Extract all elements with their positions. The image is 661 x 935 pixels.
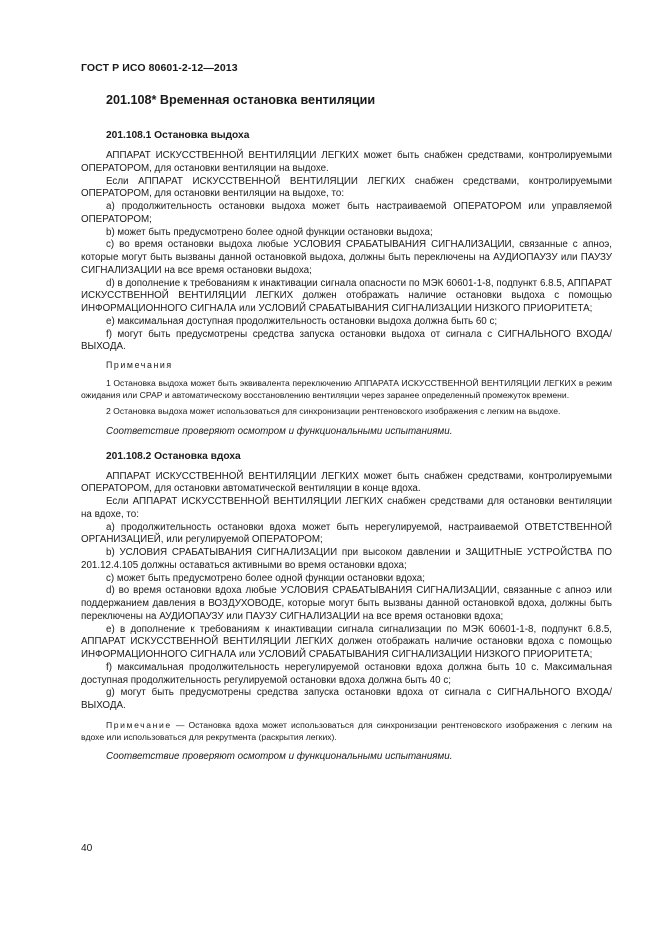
notes-title: Примечания — [106, 360, 173, 370]
note-label: Примечание — [106, 719, 172, 730]
list-item: e) в дополнение к требованиям к инактивации сигнала сигнализации по МЭК 60601-1-8, подпункт 6.8.5, АППАРАТ ИСКУССТВЕННОЙ ВЕНТИЛЯЦИИ ЛЕГКИХ должен отображать наличие остановки вдоха с помощью ИНФОРМАЦИОННОГО СИГНАЛА или УСЛОВИЙ СРАБАТЫВАНИЯ СИГНАЛИЗАЦИИ НИЗКОГО ПРИОРИТЕТА; — [81, 623, 612, 661]
list-item: b) УСЛОВИЯ СРАБАТЫВАНИЯ СИГНАЛИЗАЦИИ при высоком давлении и ЗАЩИТНЫЕ УСТРОЙСТВА ПО 201.12.4.105 должны оставаться активными во время остановки вдоха; — [81, 547, 612, 571]
subsection-title-exhalation: 201.108.1 Остановка выдоха — [106, 130, 250, 141]
list-item: d) в дополнение к требованиям к инактивации сигнала опасности по МЭК 60601-1-8, подпункт 6.8.5, АППАРАТ ИСКУССТВЕННОЙ ВЕНТИЛЯЦИИ ЛЕГКИХ должен отображать наличие остановки выдоха с помощью ИНФОРМАЦИОННОГО СИГНАЛА или УСЛОВИЙ СРАБАТЫВАНИЯ СИГНАЛИЗАЦИИ НИЗКОГО ПРИОРИТЕТА; — [81, 277, 612, 314]
list-item: d) во время остановки вдоха любые УСЛОВИЯ СРАБАТЫВАНИЯ СИГНАЛИЗАЦИИ, связанные с апноэ или поддержанием давления в ВОЗДУХОВОДЕ, которые могут быть вызваны данной остановкой вдоха, должны быть переключены на АУДИОПАУЗУ или ПАУЗУ СИГНАЛИЗАЦИИ на все время остановки вдоха; — [81, 585, 612, 622]
page-number: 40 — [81, 843, 93, 854]
paragraph: Если АППАРАТ ИСКУССТВЕННОЙ ВЕНТИЛЯЦИИ ЛЕГКИХ снабжен средствами, контролируемыми ОПЕРАТОРОМ, для остановки вентиляции на выдохе, то: — [81, 175, 612, 200]
paragraph: АППАРАТ ИСКУССТВЕННОЙ ВЕНТИЛЯЦИИ ЛЕГКИХ может быть снабжен средствами, контролируемыми ОПЕРАТОРОМ, для остановки автоматической вентиляции в конце вдоха. — [81, 470, 612, 495]
compliance-check: Соответствие проверяют осмотром и функциональными испытаниями. — [106, 751, 453, 763]
note: 2 Остановка выдоха может использоваться для синхронизации рентгеновского изображения с легким на выдохе. — [106, 406, 561, 417]
paragraph: Если АППАРАТ ИСКУССТВЕННОЙ ВЕНТИЛЯЦИИ ЛЕГКИХ снабжен средствами для остановки вентиляции на вдохе, то: — [81, 496, 612, 520]
note-text: — Остановка вдоха может использоваться для синхронизации рентгеновского изображения с легким на вдохе или использоваться для рекрутмента (раскрытия легких). — [81, 719, 612, 743]
list-item: а) продолжительность остановки вдоха может быть нерегулируемой, настраиваемой ОТВЕТСТВЕННОЙ ОРГАНИЗАЦИЕЙ, или регулируемой ОПЕРАТОРОМ; — [81, 521, 612, 546]
list-item: f) максимальная продолжительность нерегулируемой остановки вдоха должна быть 10 с. Максимальная доступная продолжительность регулируемой остановки вдоха должна быть 40 с; — [81, 661, 612, 686]
note: 1 Остановка выдоха может быть эквивалента переключению АППАРАТА ИСКУССТВЕННОЙ ВЕНТИЛЯЦИИ ЛЕГКИХ в режим ожидания или СРАР и автоматическому восстановлению вентиляции через заранее определенный промежуток времени. — [81, 378, 612, 401]
page-content — [81, 92, 612, 775]
list-item: g) могут быть предусмотрены средства запуска остановки вдоха от сигнала с СИГНАЛЬНОГО ВХОДА/ВЫХОДА. — [81, 687, 612, 712]
section-title: 201.108* Временная остановка вентиляции — [106, 93, 376, 107]
list-item: e) максимальная доступная продолжительность остановки выдоха должна быть 60 с; — [106, 315, 498, 327]
list-item: f) могут быть предусмотрены средства запуска остановки выдоха от сигнала с СИГНАЛЬНОГО ВХОДА/ВЫХОДА. — [81, 328, 612, 353]
standard-header: ГОСТ Р ИСО 80601-2-12—2013 — [81, 62, 238, 74]
paragraph: АППАРАТ ИСКУССТВЕННОЙ ВЕНТИЛЯЦИИ ЛЕГКИХ может быть снабжен средствами, контролируемыми ОПЕРАТОРОМ, для остановки вентиляции на выдохе. — [81, 150, 612, 174]
note — [81, 719, 612, 743]
list-item: b) может быть предусмотрено более одной функции остановки выдоха; — [106, 226, 433, 238]
subsection-title-inhalation: 201.108.2 Остановка вдоха — [106, 450, 241, 462]
list-item: c) может быть предусмотрено более одной функции остановки вдоха; — [106, 572, 425, 584]
list-item: а) продолжительность остановки выдоха может быть настраиваемой ОПЕРАТОРОМ или управляемой ОПЕРАТОРОМ; — [81, 201, 612, 225]
compliance-check: Соответствие проверяют осмотром и функциональными испытаниями. — [106, 425, 453, 437]
list-item: c) во время остановки выдоха любые УСЛОВИЯ СРАБАТЫВАНИЯ СИГНАЛИЗАЦИИ, связанные с апноэ, которые могут быть вызваны данной остановкой выдоха, должны быть переключены на АУДИОПАУЗУ или ПАУЗУ СИГНАЛИЗАЦИИ на все время остановки выдоха; — [81, 239, 612, 276]
